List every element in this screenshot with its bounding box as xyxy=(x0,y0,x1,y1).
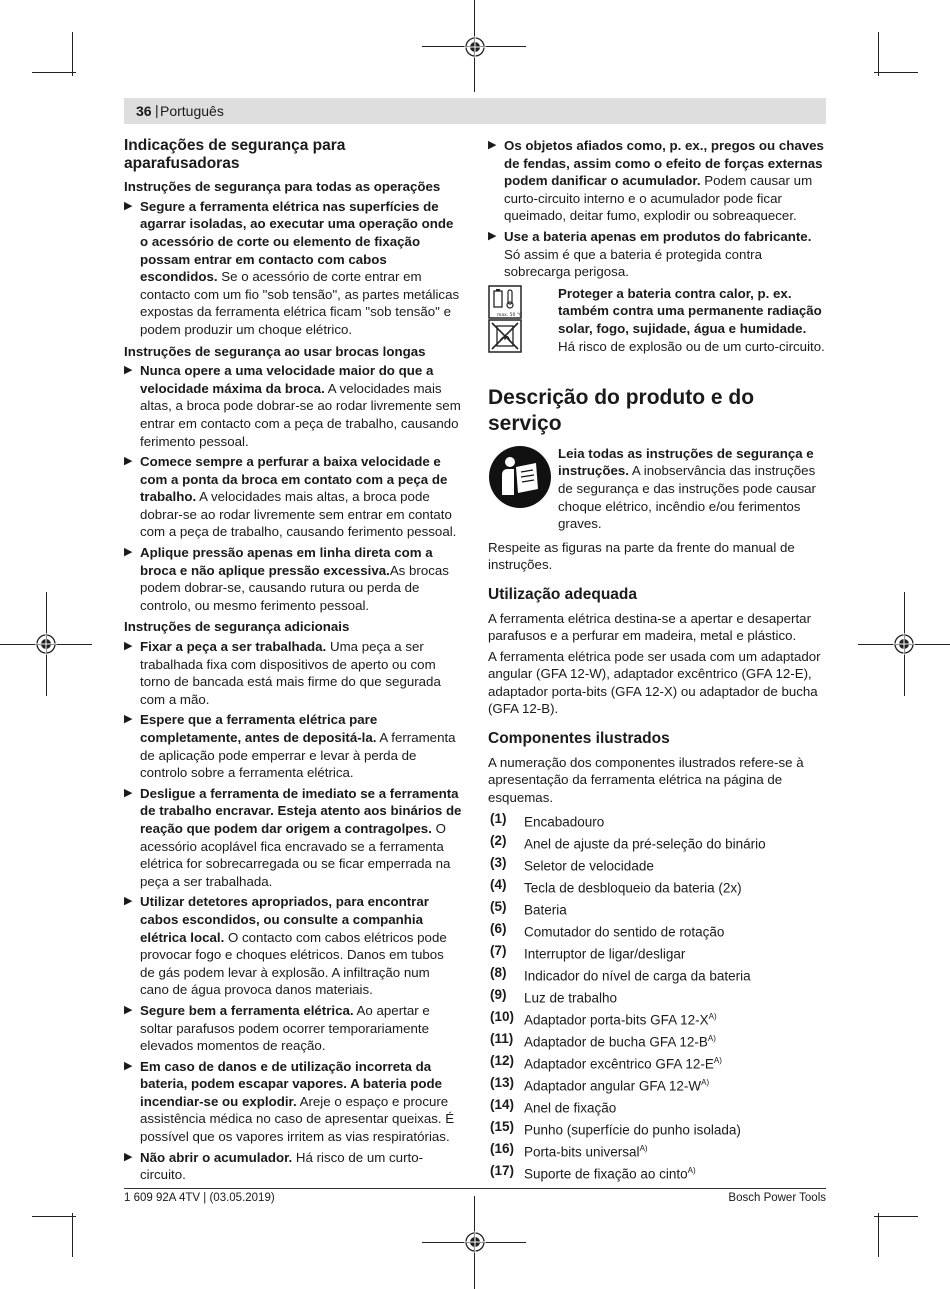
list-item: (13) Adaptador angular GFA $12-W^{A)}$ xyxy=(490,1075,710,1094)
crop-mark xyxy=(874,72,918,73)
crop-mark xyxy=(32,72,76,73)
figures-note: Respeite as figuras na parte da frente do manual de instruções. xyxy=(488,539,795,573)
bullet-arrow-icon: ▶ xyxy=(124,1003,133,1016)
bullet-arrow-icon: ▶ xyxy=(124,640,133,653)
bullet-arrow-icon: ▶ xyxy=(488,229,497,242)
bullet-arrow-icon: ▶ xyxy=(124,1059,133,1072)
section-title: Indicações de segurança para aparafusadoras xyxy=(124,137,346,172)
footer-rule xyxy=(124,1188,826,1189)
crop-mark xyxy=(72,1213,73,1257)
safety-item: ▶ Comece sempre a perfurar a baixa velocidade e com a ponta da broca em contato com a peça de trabalho. A velocidades mais altas, a broca pode dobrar-se ao rodar livremente sem entrar em contato com a peça de trabalho, causando ferimento pessoal. xyxy=(124,454,457,540)
bullet-arrow-icon: ▶ xyxy=(124,546,133,559)
safety-item: ▶ Nunca opere a uma velocidade maior do que a velocidade máxima da broca. A velocidades mais altas, a broca pode dobrar-se ao rodar livremente sem entrar em contacto com a peça de trabalho, causando ferimento pessoal. xyxy=(124,363,461,449)
page-header xyxy=(124,98,826,124)
battery-heat-warning: max. 50 °C Proteger a bateria contra calor, p. ex. também contra uma permanente radiação solar, fogo, sujidade, água e humidade. Há risco de explosão ou de um curto-circuito. xyxy=(488,285,826,361)
safety-item: ▶ Segure bem a ferramenta elétrica. Ao apertar e soltar parafusos podem ocorrer temporariamente elevados momentos de reação. xyxy=(124,1002,430,1054)
components-list xyxy=(488,810,826,1184)
temperature-label: max. 50 °C xyxy=(497,312,522,318)
safety-item: ▶ Desligue a ferramenta de imediato se a ferramenta de trabalho encravar. Esteja atento aos binários de reação que podem dar origem a contragolpes. O acessório acoplável fica encravado se a ferramenta elétrica for sobrecarregada ou se ficar emperrada na peça a ser trabalhada. xyxy=(124,785,462,889)
list-item: (3) Seletor de velocidade xyxy=(490,855,654,874)
footer-doc-number: 1 609 92A 4TV | (03.05.2019) xyxy=(124,1192,275,1204)
list-item: (8) Indicador do nível de carga da bateria xyxy=(490,965,751,984)
read-manual-icon xyxy=(488,445,552,514)
list-item: (15) Punho (superfície do punho isolada) xyxy=(490,1119,741,1138)
bullet-arrow-icon: ▶ xyxy=(488,139,497,151)
paragraph: A ferramenta elétrica destina-se a apertar e desapertar parafusos e a perfurar em madeira, metal e plástico. xyxy=(488,610,811,644)
no-fire-water-icon xyxy=(488,319,522,353)
header-separator: | xyxy=(155,102,159,118)
page-number: 36 xyxy=(136,103,152,119)
subsection-heading: Componentes ilustrados xyxy=(488,730,670,748)
registration-mark-icon xyxy=(464,36,486,58)
section-title: Descrição do produto e do serviço xyxy=(488,385,755,435)
subsection-heading: Instruções de segurança para todas as operações xyxy=(124,179,441,195)
list-item: (11) Adaptador de bucha GFA $12-B^{A)}$ xyxy=(490,1031,716,1050)
registration-mark-icon xyxy=(464,1231,486,1253)
list-item: (10) Adaptador porta-bits GFA $12-X^{A)}$ xyxy=(490,1009,717,1028)
crop-mark xyxy=(878,1213,879,1257)
bullet-arrow-icon: ▶ xyxy=(124,199,133,212)
crop-mark xyxy=(874,1216,918,1217)
bullet-arrow-icon: ▶ xyxy=(124,713,133,726)
battery-heat-icon xyxy=(488,285,522,319)
subsection-heading: Instruções de segurança adicionais xyxy=(124,619,350,635)
list-item: (4) Tecla de desbloqueio da bateria (2x) xyxy=(490,877,742,896)
registration-mark-icon xyxy=(35,633,57,655)
list-item: (7) Interruptor de ligar/desligar xyxy=(490,943,686,962)
crop-mark xyxy=(32,1216,76,1217)
bullet-arrow-icon: ▶ xyxy=(124,786,133,799)
list-item: (1) Encabadouro xyxy=(490,811,605,830)
bullet-arrow-icon: ▶ xyxy=(124,455,133,468)
bullet-arrow-icon: ▶ xyxy=(124,1150,133,1163)
list-item: (2) Anel de ajuste da pré-seleção do binário xyxy=(490,833,766,852)
bullet-arrow-icon: ▶ xyxy=(124,364,133,377)
subsection-heading: Instruções de segurança ao usar brocas longas xyxy=(124,343,426,359)
safety-item: ▶ Segure a ferramenta elétrica nas superfícies de agarrar isoladas, ao executar uma operação onde o acessório de corte ou elemento de fixação possam entrar em contacto com cabos escondidos. Se o acessório de corte entrar em contacto com um fio "sob tensão", as partes metálicas expostas da ferramenta elétrica ficam "sob tensão" e podem produzir um choque elétrico. xyxy=(124,198,460,337)
safety-item: ▶ Os objetos afiados como, p. ex., pregos ou chaves de fendas, assim como o efeito de forças externas podem danificar o acumulador. Podem causar um curto-circuito interno e o acumulador pode ficar queimado, deitar fumo, explodir ou sobreaquecer. xyxy=(488,138,824,224)
safety-item: ▶ Utilizar detetores apropriados, para encontrar cabos escondidos, ou consulte a companhia elétrica local. O contacto com cabos elétricos pode provocar fogo e choques elétricos. Danos em tubos de gás podem levar à explosão. A infiltração num cano de água provoca danos materiais. xyxy=(124,894,447,998)
paragraph: A ferramenta elétrica pode ser usada com um adaptador angular (GFA 12-W), adaptador excêntrico (GFA 12-E), adaptador porta-bits (GFA 12-X) ou adaptador de bucha (GFA 12-B). xyxy=(488,648,821,717)
safety-item: ▶ Não abrir o acumulador. Há risco de um curto-circuito. xyxy=(124,1149,424,1183)
list-item: (17) Suporte de fixação ao cinto$^{A)}$ xyxy=(490,1163,696,1182)
paragraph: A numeração dos componentes ilustrados refere-se à apresentação da ferramenta elétrica na página de esquemas. xyxy=(488,754,804,805)
left-column xyxy=(124,137,462,1187)
subsection-heading: Utilização adequada xyxy=(488,585,638,603)
header-language: Português xyxy=(160,103,224,119)
safety-item: ▶ Espere que a ferramenta elétrica pare completamente, antes de depositá-la. A ferramenta de aplicação pode emperrar e levar à perda de controlo sobre a ferramenta elétrica. xyxy=(124,712,456,781)
bullet-arrow-icon: ▶ xyxy=(124,895,133,908)
footer-brand: Bosch Power Tools xyxy=(728,1192,826,1204)
crop-mark xyxy=(878,32,879,76)
list-item: (14) Anel de fixação xyxy=(490,1097,617,1116)
right-column xyxy=(488,137,826,1184)
battery-warning-icons xyxy=(488,285,522,353)
safety-item: ▶ Aplique pressão apenas em linha direta com a broca e não aplique pressão excessiva.As brocas podem dobrar-se, causando rutura ou perda de controlo, ou mesmo ferimento pessoal. xyxy=(124,545,449,613)
safety-item: ▶ Em caso de danos e de utilização incorreta da bateria, podem escapar vapores. A bateria pode incendiar-se ou explodir. Areje o espaço e procure assistência médica no caso de apresentar queixas. É possível que os vapores irritem as vias respiratórias. xyxy=(124,1058,455,1145)
list-item: (9) Luz de trabalho xyxy=(490,987,618,1006)
list-item: (12) Adaptador excêntrico GFA $12-E^{A)}$ xyxy=(490,1053,722,1072)
safety-item: ▶ Use a bateria apenas em produtos do fabricante. Só assim é que a bateria é protegida contra sobrecarga perigosa. xyxy=(488,228,812,280)
read-instructions-note: Leia todas as instruções de segurança e instruções. A inobservância das instruções de segurança e das instruções pode causar choque elétrico, incêndio e/ou ferimentos graves. xyxy=(488,445,826,533)
crop-mark xyxy=(72,32,73,76)
list-item: (16) Porta-bits universal$^{A)}$ xyxy=(490,1141,648,1160)
list-item: (5) Bateria xyxy=(490,899,567,918)
registration-mark-icon xyxy=(893,633,915,655)
safety-item: ▶ Fixar a peça a ser trabalhada. Uma peça a ser trabalhada fixa com dispositivos de aperto ou com torno de bancada está mais firme do que segurada com a mão. xyxy=(124,639,441,707)
list-item: (6) Comutador do sentido de rotação xyxy=(490,921,725,940)
